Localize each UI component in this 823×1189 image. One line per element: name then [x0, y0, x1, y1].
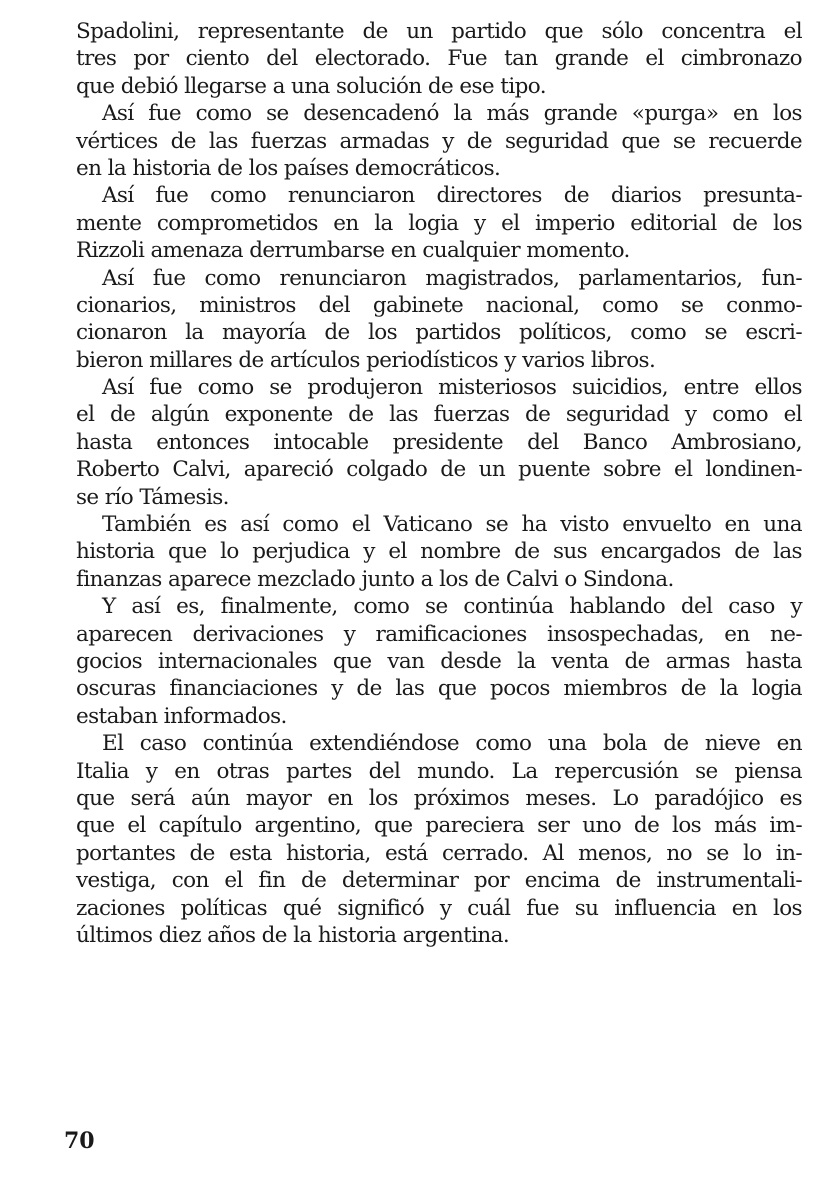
text-line: el de algún exponente de las fuerzas de seguridad y como el	[76, 402, 802, 428]
paragraph	[76, 265, 802, 375]
page-body	[76, 18, 802, 949]
text-line: Roberto Calvi, apareció colgado de un puente sobre el londinen-	[76, 457, 802, 483]
text-line: También es así como el Vaticano se ha visto envuelto en una	[102, 512, 802, 538]
text-line: Así fue como se produjeron misteriosos suicidios, entre ellos	[102, 375, 802, 401]
text-line: Y así es, finalmente, como se continúa hablando del caso y	[102, 594, 802, 620]
paragraph	[76, 374, 802, 511]
text-line: hasta entonces intocable presidente del Banco Ambrosiano,	[76, 429, 802, 455]
text-line: cionaron la mayoría de los partidos políticos, como se escri-	[76, 320, 802, 346]
text-line: aparecen derivaciones y ramificaciones insospechadas, en ne-	[76, 621, 802, 647]
paragraph	[76, 593, 802, 730]
text-line: historia que lo perjudica y el nombre de sus encargados de las	[76, 539, 802, 565]
paragraph	[76, 730, 802, 949]
paragraph	[76, 511, 802, 593]
paragraph	[76, 100, 802, 182]
text-line: se río Támesis.	[76, 484, 229, 510]
text-line: Así fue como renunciaron magistrados, parlamentarios, fun-	[102, 265, 802, 291]
text-line: Italia y en otras partes del mundo. La repercusión se piensa	[76, 758, 802, 784]
text-line: oscuras financiaciones y de las que pocos miembros de la logia	[76, 676, 802, 702]
text-line: vértices de las fuerzas armadas y de seguridad que se recuerde	[76, 128, 802, 154]
text-line: mente comprometidos en la logia y el imperio editorial de los	[76, 210, 802, 236]
text-line: Así fue como renunciaron directores de diarios presunta-	[102, 183, 802, 209]
text-line: bieron millares de artículos periodísticos y varios libros.	[76, 347, 656, 373]
text-line: portantes de esta historia, está cerrado. Al menos, no se lo in-	[76, 840, 802, 866]
text-line: que será aún mayor en los próximos meses. Lo paradójico es	[76, 785, 802, 811]
text-line: últimos diez años de la historia argentina.	[76, 922, 510, 948]
text-line: Spadolini, representante de un partido que sólo concentra el	[76, 19, 802, 44]
text-line: gocios internacionales que van desde la venta de armas hasta	[76, 648, 802, 674]
text-line: cionarios, ministros del gabinete nacional, como se conmo-	[76, 292, 802, 318]
text-line: Rizzoli amenaza derrumbarse en cualquier momento.	[76, 238, 630, 264]
text-line: finanzas aparece mezclado junto a los de Calvi o Sindona.	[76, 566, 674, 592]
text-line: tres por ciento del electorado. Fue tan grande el cimbronazo	[76, 46, 802, 72]
text-line: El caso continúa extendiéndose como una bola de nieve en	[102, 731, 802, 757]
text-line: zaciones políticas qué significó y cuál fue su influencia en los	[76, 895, 802, 921]
text-line: estaban informados.	[76, 703, 287, 729]
text-line: Así fue como se desencadenó la más grande «purga» en los	[102, 101, 802, 127]
text-line: que debió llegarse a una solución de ese tipo.	[76, 73, 546, 99]
page-number: 70	[64, 1128, 95, 1154]
text-line: vestiga, con el fin de determinar por encima de instrumentali-	[76, 868, 802, 894]
text-line: en la historia de los países democráticos.	[76, 155, 501, 181]
paragraph	[76, 18, 802, 100]
paragraph	[76, 182, 802, 264]
text-line: que el capítulo argentino, que pareciera ser uno de los más im-	[76, 813, 802, 839]
